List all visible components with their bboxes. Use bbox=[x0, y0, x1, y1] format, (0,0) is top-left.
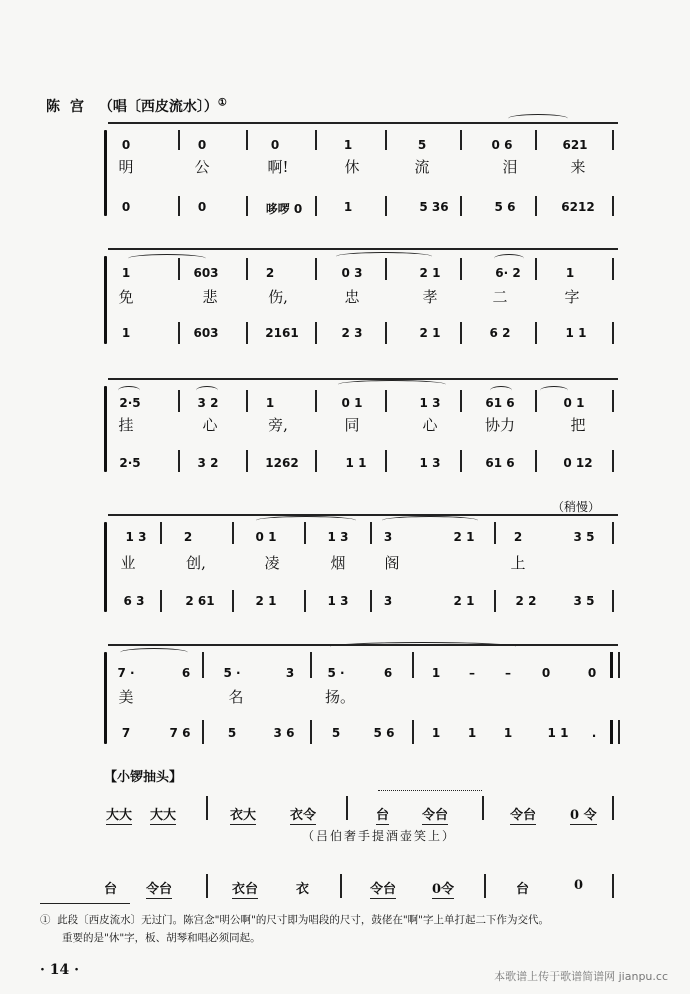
page-number: · 14 · bbox=[40, 962, 79, 978]
system-bracket bbox=[104, 386, 107, 472]
melody-note: – bbox=[469, 666, 475, 680]
perc-beat: 台 bbox=[104, 882, 118, 897]
accomp-note: 1 3 bbox=[419, 456, 441, 470]
lyric-char: 休 bbox=[344, 158, 360, 176]
accomp-note: 2 1 bbox=[255, 594, 277, 608]
perc-beat: 台 bbox=[376, 804, 389, 825]
melody-note: 1 bbox=[431, 666, 441, 680]
accomp-note: 2·5 bbox=[119, 456, 141, 470]
lyric-char: 创, bbox=[186, 554, 206, 572]
lyric-char: 流 bbox=[414, 158, 430, 176]
melody-note: 1 3 bbox=[419, 396, 441, 410]
accomp-note: 0 12 bbox=[563, 456, 593, 470]
melody-note: 1 bbox=[343, 138, 353, 152]
footnote-mark: ① bbox=[40, 914, 51, 926]
system-bracket bbox=[104, 652, 107, 744]
melody-note: 6· 2 bbox=[495, 266, 521, 280]
perc-beat: 0 bbox=[574, 878, 584, 893]
accomp-note: 3 6 bbox=[273, 726, 295, 740]
lyric-char: 二 bbox=[492, 288, 508, 306]
accomp-note: 1 bbox=[431, 726, 441, 740]
melody-note: 5 · bbox=[223, 666, 241, 680]
lyric-char: 免 bbox=[118, 288, 134, 306]
lyric-char: 把 bbox=[570, 416, 586, 434]
lyric-char: 挂 bbox=[118, 416, 134, 434]
lyric-char: 美 bbox=[118, 688, 134, 706]
percussion-label: 【小锣抽头】 bbox=[104, 770, 183, 785]
accomp-note: 5 6 bbox=[373, 726, 395, 740]
perc-beat: 衣大 bbox=[230, 804, 256, 825]
system-bracket bbox=[104, 256, 107, 344]
melody-note: 2 bbox=[183, 530, 193, 544]
perc-beat: 令台 bbox=[370, 878, 396, 899]
lyric-char: 上 bbox=[510, 554, 526, 572]
melody-note: 1 3 bbox=[327, 530, 349, 544]
accomp-note: 1 1 bbox=[547, 726, 569, 740]
accomp-note: 7 bbox=[121, 726, 131, 740]
melody-note: 6 bbox=[383, 666, 393, 680]
melody-note: 6 bbox=[181, 666, 191, 680]
lyric-char: 凌 bbox=[264, 554, 280, 572]
melody-note: 2 1 bbox=[419, 266, 441, 280]
accomp-note: 603 bbox=[193, 326, 219, 340]
lyric-char: 孝 bbox=[422, 288, 438, 306]
melody-note: 0 bbox=[121, 138, 131, 152]
melody-note: 0 1 bbox=[255, 530, 277, 544]
accomp-note: 2 1 bbox=[453, 594, 475, 608]
perc-beat: 0令 bbox=[432, 878, 454, 899]
accomp-note: 3 2 bbox=[197, 456, 219, 470]
melody-note: 0 bbox=[270, 138, 280, 152]
watermark: 本歌谱上传于歌谱简谱网 jianpu.cc bbox=[494, 970, 668, 983]
melody-note: 3 bbox=[285, 666, 295, 680]
lyric-char: 旁, bbox=[268, 416, 288, 434]
melody-note: 0 bbox=[541, 666, 551, 680]
accomp-note: 1 3 bbox=[327, 594, 349, 608]
lyric-char: 业 bbox=[120, 554, 136, 572]
accomp-note: 1262 bbox=[265, 456, 299, 470]
melody-note: 1 3 bbox=[125, 530, 147, 544]
accomp-note: 0 bbox=[121, 200, 131, 214]
accomp-note: 2 61 bbox=[185, 594, 215, 608]
melody-note: 5 bbox=[417, 138, 427, 152]
lyric-char: 烟 bbox=[330, 554, 346, 572]
accomp-note: 2 3 bbox=[341, 326, 363, 340]
system-bracket bbox=[104, 130, 107, 216]
footnote-text: 此段〔西皮流水〕无过门。陈宫念"明公啊"的尺寸即为唱段的尺寸，鼓佬在"啊"字上单打起二下作为交代。 bbox=[57, 914, 550, 926]
perc-beat: 令台 bbox=[146, 878, 172, 899]
system-top-line bbox=[108, 514, 618, 516]
fermata-dotted-line bbox=[378, 790, 482, 791]
accomp-note: 3 5 bbox=[573, 594, 595, 608]
accomp-note: 61 6 bbox=[485, 456, 515, 470]
melody-note: 2 bbox=[513, 530, 523, 544]
footnote-line-2: 重要的是"休"字，板、胡琴和唱必须同起。 bbox=[62, 932, 261, 944]
accomp-note: 5 6 bbox=[494, 200, 516, 214]
tempo-mark: （稍慢） bbox=[552, 500, 601, 514]
lyric-char: 字 bbox=[564, 288, 580, 306]
melody-note: 603 bbox=[193, 266, 219, 280]
perc-beat: 0 令 bbox=[570, 804, 597, 825]
perc-beat: 大大 bbox=[106, 804, 132, 825]
accomp-note: 哆啰 0 bbox=[265, 202, 303, 216]
melody-note: 7 · bbox=[117, 666, 135, 680]
accomp-note: 6 3 bbox=[123, 594, 145, 608]
melody-note: – bbox=[505, 666, 511, 680]
lyric-char: 泪 bbox=[502, 158, 518, 176]
melody-note: 0 1 bbox=[341, 396, 363, 410]
perc-beat: 衣令 bbox=[290, 804, 316, 825]
melody-note: 1 bbox=[265, 396, 275, 410]
perc-beat: 衣台 bbox=[232, 878, 258, 899]
melody-note: 1 bbox=[565, 266, 575, 280]
accomp-note: 2 2 bbox=[515, 594, 537, 608]
lyric-char: 协力 bbox=[484, 416, 516, 434]
melody-note: 3 bbox=[383, 530, 393, 544]
accomp-note: 5 36 bbox=[419, 200, 449, 214]
perc-beat: 衣 bbox=[296, 882, 310, 897]
accomp-note: 2 1 bbox=[419, 326, 441, 340]
melody-note: 0 bbox=[587, 666, 597, 680]
lyric-char: 公 bbox=[194, 158, 210, 176]
accomp-note: 5 bbox=[331, 726, 341, 740]
lyric-char: 阁 bbox=[384, 554, 400, 572]
perc-beat: 大大 bbox=[150, 804, 176, 825]
lyric-char: 伤, bbox=[268, 288, 288, 306]
perc-beat: 令台 bbox=[422, 804, 448, 825]
melody-note: 2 bbox=[265, 266, 275, 280]
accomp-note: . bbox=[591, 726, 597, 740]
accomp-note: 1 bbox=[503, 726, 513, 740]
melody-note: 2 1 bbox=[453, 530, 475, 544]
lyric-char: 心 bbox=[422, 416, 438, 434]
melody-note: 0 bbox=[197, 138, 207, 152]
melody-note: 3 2 bbox=[197, 396, 219, 410]
melody-note: 0 3 bbox=[341, 266, 363, 280]
accomp-note: 1 bbox=[343, 200, 353, 214]
lyric-char: 来 bbox=[570, 158, 586, 176]
lyric-char: 悲 bbox=[202, 288, 218, 306]
accomp-note: 0 bbox=[197, 200, 207, 214]
accomp-note: 1 bbox=[121, 326, 131, 340]
footnote-line-1 bbox=[40, 912, 549, 927]
footnote-mark: ① bbox=[217, 97, 227, 109]
melody-note: 5 · bbox=[327, 666, 345, 680]
lyric-char: 忠 bbox=[344, 288, 360, 306]
lyric-char: 明 bbox=[118, 158, 134, 176]
accomp-note: 2161 bbox=[265, 326, 299, 340]
accomp-note: 7 6 bbox=[169, 726, 191, 740]
system-bracket bbox=[104, 522, 107, 612]
accomp-note: 1 1 bbox=[565, 326, 587, 340]
melody-note: 1 bbox=[121, 266, 131, 280]
system-top-line bbox=[108, 248, 618, 250]
accomp-note: 1 bbox=[467, 726, 477, 740]
melody-note: 621 bbox=[562, 138, 588, 152]
perc-beat: 令台 bbox=[510, 804, 536, 825]
accomp-note: 5 bbox=[227, 726, 237, 740]
accomp-note: 6 2 bbox=[489, 326, 511, 340]
aria-tag: （唱〔西皮流水〕） bbox=[98, 99, 218, 115]
accomp-note: 3 bbox=[383, 594, 393, 608]
lyric-char: 扬。 bbox=[324, 688, 356, 706]
lyric-char: 名 bbox=[228, 688, 244, 706]
stage-direction: （吕伯奢手提酒壶笑上） bbox=[302, 829, 457, 843]
footnote-rule bbox=[40, 903, 130, 904]
melody-note: 2·5 bbox=[119, 396, 141, 410]
melody-note: 0 1 bbox=[563, 396, 585, 410]
accomp-note: 1 1 bbox=[345, 456, 367, 470]
lyric-char: 同 bbox=[344, 416, 360, 434]
role-name: 陈宫 bbox=[46, 99, 94, 115]
melody-note: 0 6 bbox=[491, 138, 513, 152]
perc-beat: 台 bbox=[516, 882, 530, 897]
melody-note: 61 6 bbox=[485, 396, 515, 410]
lyric-char: 啊! bbox=[267, 158, 289, 176]
lyric-char: 心 bbox=[202, 416, 218, 434]
accomp-note: 6212 bbox=[561, 200, 595, 214]
melody-note: 3 5 bbox=[573, 530, 595, 544]
section-header bbox=[46, 96, 227, 116]
